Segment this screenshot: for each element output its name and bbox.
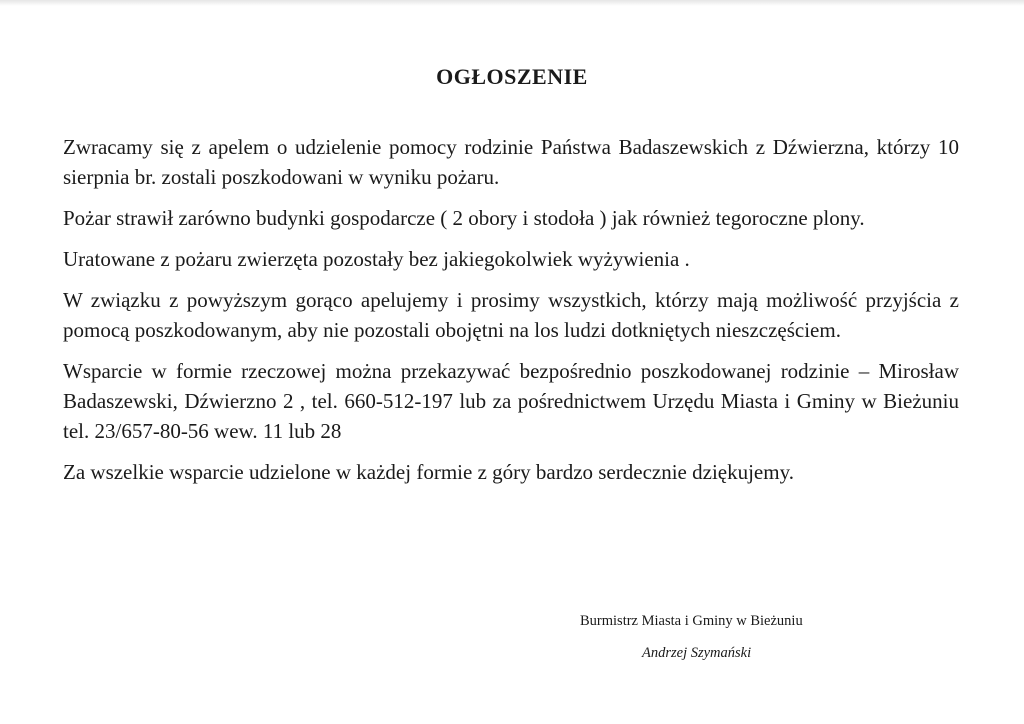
- paragraph-fire-damage: Pożar strawił zarówno budynki gospodarcze ( 2 obory i stodoła ) jak również tegoroczne plony.: [63, 206, 865, 230]
- paragraph-appeal: Zwracamy się z apelem o udzielenie pomocy rodzinie Państwa Badaszewskich z Dźwierzna, którzy 10 sierpnia br. zostali poszkodowani w wyniku pożaru.: [63, 135, 959, 189]
- paragraph-thanks: Za wszelkie wsparcie udzielone w każdej formie z góry bardzo serdecznie dziękujemy.: [63, 460, 794, 484]
- paragraph-request: W związku z powyższym gorąco apelujemy i prosimy wszystkich, którzy mają możliwość przyjścia z pomocą poszkodowanym, aby nie pozostali obojętni na los ludzi dotkniętych nieszczęściem.: [63, 288, 959, 342]
- paragraph-contact: Wsparcie w formie rzeczowej można przekazywać bezpośrednio poszkodowanej rodzinie – Mirosław Badaszewski, Dźwierzno 2 , tel. 660-512-197 lub za pośrednictwem Urzędu Miasta i Gminy w Bieżuniu tel. 23/657-80-56 wew. 11 lub 28: [63, 359, 959, 443]
- document-title: OGŁOSZENIE: [436, 64, 588, 89]
- signature-block: [580, 612, 880, 662]
- document-body: [63, 132, 959, 498]
- paragraph-animals: Uratowane z pożaru zwierzęta pozostały bez jakiegokolwiek wyżywienia .: [63, 247, 690, 271]
- signature-role: Burmistrz Miasta i Gminy w Bieżuniu: [580, 613, 803, 629]
- signature-name: Andrzej Szymański: [642, 645, 752, 661]
